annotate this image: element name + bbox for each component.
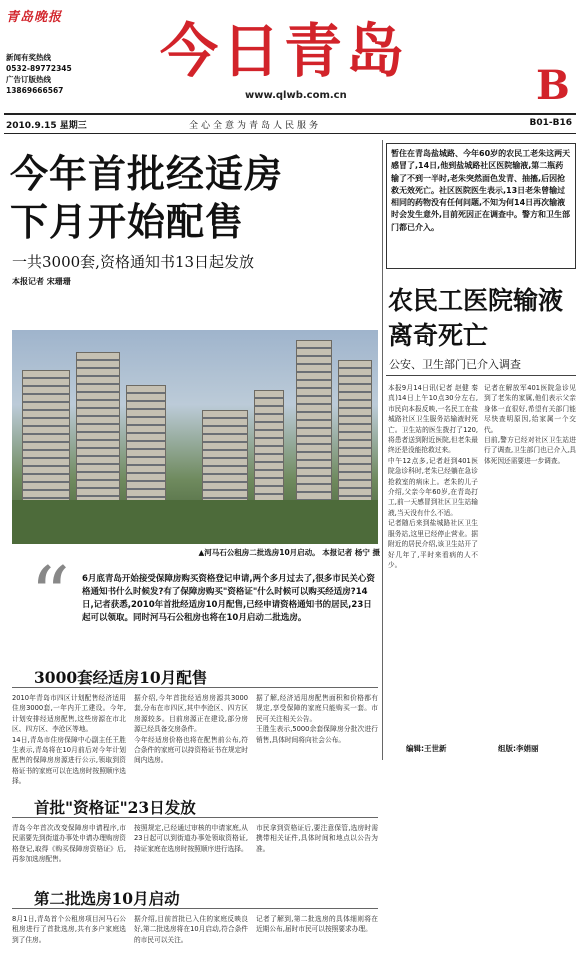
ad-number: 13869666567: [6, 86, 64, 95]
side-rule: [386, 375, 576, 376]
section-1-col-3: [256, 693, 378, 745]
lead-headline-line1: 今年首批经适房: [10, 151, 284, 196]
column-divider: [382, 140, 383, 760]
paragraph: 记者在解放军401医院急诊见到了老朱的家属,他们表示父亲身体一直很好,希望有关部门能尽快查明原因,给家属一个交代。: [484, 384, 576, 434]
section-title-2: 首批"资格证"23日发放: [34, 798, 196, 817]
dateline: [4, 118, 576, 132]
ad-label: 广告订版热线: [6, 75, 51, 84]
section-1-col-1: [12, 693, 126, 787]
masthead-url[interactable]: www.qlwb.com.cn: [245, 90, 347, 101]
issue-date: 2010.9.15 星期三: [6, 121, 87, 131]
paragraph: 目前,警方已经对社区卫生站进行了调查,卫生部门也已介入,具体死因还需要进一步调查。: [484, 436, 576, 465]
section-title-1: 3000套经适房10月配售: [34, 668, 208, 687]
section-1-col-2: [134, 693, 248, 766]
masthead-title: 今日青岛: [160, 17, 409, 85]
lead-intro: 6月底青岛开始接受保障房购买资格登记申请,两个多月过去了,很多市民关心资格通知书什么时候发?有了保障房购买"资格证"什么时候可以购买经适房?14日,记者获悉,2010年首批经适房10月配售,已经申请资格通知书的居民,23日起可以领取。同时河马石公租房也将在10月启动二批选房。: [82, 574, 375, 623]
lead-subhead: 一共3000套,资格通知书13日起发放: [12, 253, 255, 271]
section-3-col-3: 记者了解到,第二批选房的具体细则将在近期公布,届时市民可以按照要求办理。: [256, 915, 378, 934]
dateline-rule: [4, 133, 576, 134]
layout-credit: 组版:李娟丽: [498, 744, 539, 753]
paragraph: 据介绍,今年首批经适房房源共3000套,分布在市四区,其中李沧区、四方区房源较多。目前房源正在建设,部分房源已经具备交房条件。: [134, 694, 248, 734]
paragraph: 王胜生表示,5000余套保障房分批次进行销售,具体时间将向社会公布。: [256, 725, 378, 744]
editor-credit: 编辑:王世新: [406, 744, 447, 753]
section-rule: [12, 817, 378, 818]
section-rule: [12, 908, 378, 909]
hotline-number: 0532-89772345: [6, 64, 72, 73]
lead-headline[interactable]: [10, 150, 380, 246]
section-2-col-3: 市民拿到资格证后,要注意保管,选房时需携带相关证件,具体时间和地点以公告为准。: [256, 824, 378, 853]
side-headline-line2: 离奇死亡: [388, 321, 489, 350]
photo-caption: ▲河马石公租房二批选房10月启动。 本报记者 杨宁 摄: [198, 548, 380, 557]
hotline-info: [6, 52, 72, 96]
section-3-col-1: 8月1日,青岛首个公租房项目河马石公租房进行了首批选房,共有多户家庭选到了住房。: [12, 915, 126, 944]
side-story-col-2: [484, 383, 576, 466]
paragraph: 今年经适房价格也将在配售前公布,符合条件的家庭可以持资格证书在规定时间内选房。: [134, 735, 248, 765]
masthead-rule: [4, 113, 576, 115]
hotline-label: 新闻有奖热线: [6, 53, 51, 62]
paragraph: 14日,青岛市住房保障中心副主任王胜生表示,青岛将在10月前后对今年计划配售的保障房房源进行公示,领取到资格证书的家庭可以在选房时按照顺序选择。: [12, 735, 126, 786]
section-title-3: 第二批选房10月启动: [34, 889, 180, 908]
side-story-col-1: [388, 383, 478, 570]
paragraph: 据了解,经济适用房配售面积和价格都有规定,享受保障的家庭只能购买一套。市民可关注相关公告。: [256, 694, 378, 723]
notice-text: 暂住在青岛盐城路、今年60岁的农民工老朱这两天感冒了,14日,他到盐城路社区医院输液,第二瓶药输了不到一半时,老朱突然面色发青、抽搐,后因抢救无效死亡。社区医院医生表示,13日老朱曾输过相同的药物没有任何问题,不知为何14日再次输液时会发生意外,目前死因正在调查中。警方和卫生部门都已介入。: [391, 149, 571, 232]
paragraph: 本报9月14日讯(记者 赵健 秦真)14日上午10点30分左右,市民向本报反映,一名民工在盐城路社区卫生服务站输液时死亡。卫生站的医生拨打了120,将患者送到附近医院,但老朱最终还是没能抢救过来。: [388, 384, 478, 455]
slogan: 全心全意为青岛人民服务: [189, 121, 322, 131]
section-letter: B: [536, 62, 570, 109]
lead-byline: 本报记者 宋珊珊: [12, 277, 71, 286]
lead-headline-line2: 下月开始配售: [10, 199, 245, 244]
editor-bar: [386, 742, 576, 754]
side-subhead: 公安、卫生部门已介入调查: [389, 358, 521, 371]
section-2-col-1: 青岛今年首次改变保障房申请程序,市民需要先到街道办事处申请办理购房资格登记,取得《购买保障房资格证》后,再参加选房配售。: [12, 824, 126, 864]
notice-box: [386, 143, 576, 269]
paragraph: 中午12点多,记者赶到401医院急诊科时,老朱已经躺在急诊抢救室的病床上。老朱的儿子介绍,父亲今年60岁,在青岛打工,前一天感冒到社区卫生站输液,当天没有什么不适。: [388, 456, 478, 517]
section-2-col-2: 按照规定,已经通过审核的申请家庭,从23日起可以到街道办事处领取资格证,持证家庭在选房时按照顺序进行选择。: [134, 824, 248, 853]
side-headline-line1: 农民工医院输液: [388, 286, 564, 315]
side-headline[interactable]: [388, 283, 578, 353]
lead-photo[interactable]: [12, 330, 378, 544]
paragraph: 2010年青岛市四区计划配售经济适用住房3000套,一年内开工建设。今年,计划安排经适房配售,这些房源在市北区、四方区、李沧区等地。: [12, 694, 126, 734]
section-3-col-2: 据介绍,目前首批已入住的家庭反映良好,第二批选房将在10月启动,符合条件的市民可以关注。: [134, 915, 248, 944]
section-rule: [12, 687, 378, 688]
paragraph: 记者随后来到盐城路社区卫生服务站,这里已经停止营业。据附近的居民介绍,该卫生站开了好几年了,平时来看病的人不少。: [388, 519, 478, 569]
trees-foreground: [12, 500, 378, 544]
newspaper-small-logo: 青岛晚报: [6, 10, 63, 25]
quote-mark-icon: “: [30, 551, 70, 641]
page-range: B01-B16: [529, 118, 572, 128]
